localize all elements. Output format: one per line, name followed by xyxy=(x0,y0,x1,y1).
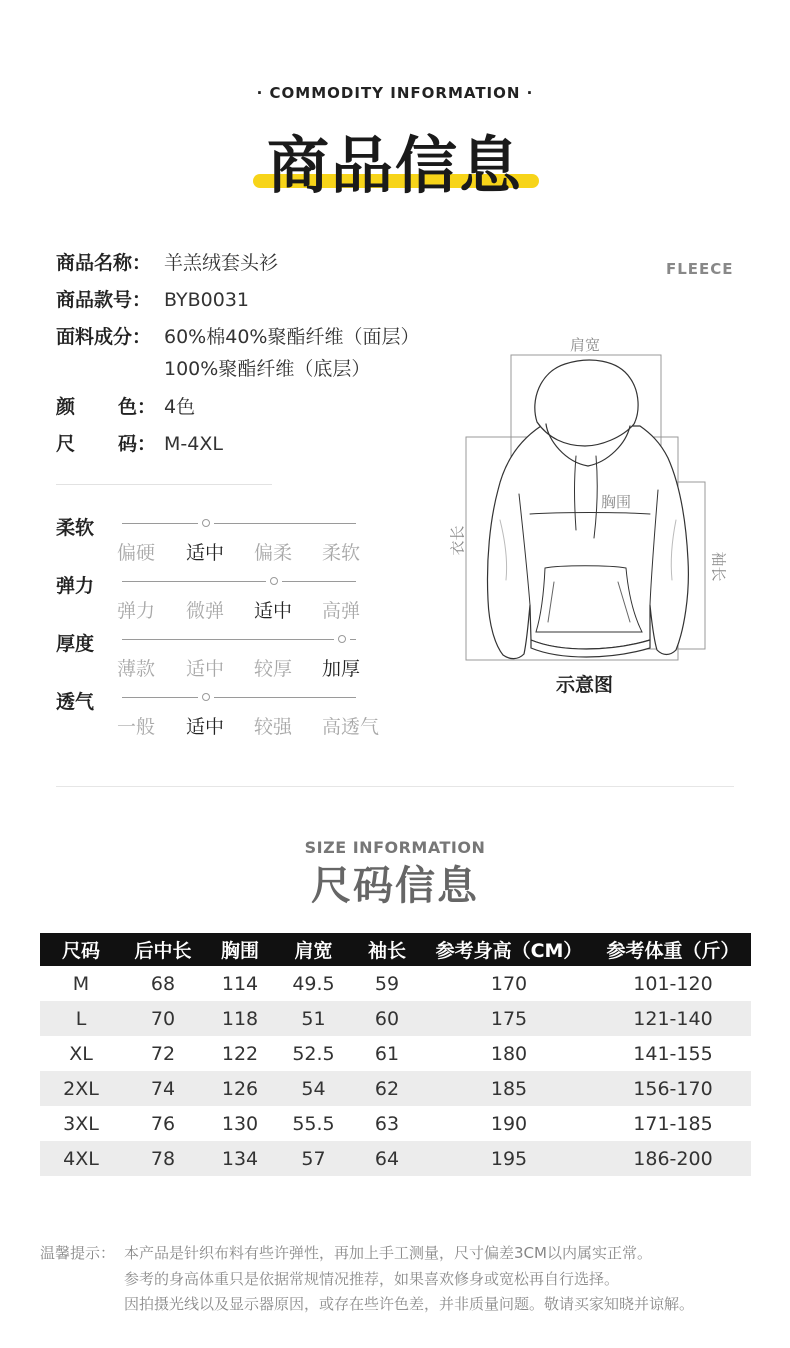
section-title-cn: 商品信息 xyxy=(266,129,523,202)
attribute-option-selected: 加厚 xyxy=(322,658,361,680)
table-cell: 134 xyxy=(204,1141,276,1176)
table-cell: 60 xyxy=(351,1001,423,1036)
size-table xyxy=(40,933,751,1176)
table-cell: L xyxy=(40,1001,122,1036)
attribute-scale-line xyxy=(350,639,356,640)
size-table-header-cell: 后中长 xyxy=(122,933,204,966)
table-cell: 59 xyxy=(374,972,400,995)
attribute-scale-line xyxy=(122,581,266,582)
table-cell: 3XL xyxy=(63,1112,99,1135)
attribute-option: 弹力 xyxy=(117,600,156,622)
attribute-option: 薄款 xyxy=(117,658,156,680)
table-row xyxy=(40,1141,751,1176)
size-table-header xyxy=(40,933,751,966)
table-cell: 57 xyxy=(276,1141,351,1176)
attribute-option: 微弹 xyxy=(186,600,225,622)
info-value-fabric-2: 100%聚酯纤维（底层） xyxy=(164,358,371,380)
size-table-header-cell: 尺码 xyxy=(40,933,122,966)
info-divider xyxy=(56,484,272,485)
attribute-scale-line xyxy=(282,581,356,582)
attribute-option-selected: 适中 xyxy=(254,600,293,622)
fleece-label: FLEECE xyxy=(666,260,734,278)
attribute-title: 柔软 xyxy=(56,517,95,539)
table-cell: 2XL xyxy=(40,1071,122,1106)
attribute-title: 透气 xyxy=(56,691,95,713)
info-row-name xyxy=(56,248,278,275)
table-cell: 118 xyxy=(204,1001,276,1036)
table-row xyxy=(40,1001,751,1036)
table-cell: 55.5 xyxy=(292,1112,335,1135)
info-row-size xyxy=(56,429,223,456)
info-label-color: 颜 色： xyxy=(56,396,157,418)
table-row xyxy=(40,1106,751,1141)
table-cell: 72 xyxy=(150,1042,176,1065)
length-label: 衣长 xyxy=(448,525,467,556)
section-divider xyxy=(56,786,734,787)
attribute-option: 偏柔 xyxy=(254,542,293,564)
size-table-header-cell: 参考体重（斤） xyxy=(595,933,751,966)
table-cell: XL xyxy=(69,1042,93,1065)
table-cell: 54 xyxy=(276,1071,351,1106)
info-row-fabric xyxy=(56,322,419,349)
table-cell: 180 xyxy=(490,1042,528,1065)
attribute-scale-marker xyxy=(202,693,210,701)
table-row xyxy=(40,1071,751,1106)
table-cell: 62 xyxy=(351,1071,423,1106)
size-table-header-cell: 胸围 xyxy=(204,933,276,966)
info-value-code: BYB0031 xyxy=(164,289,249,311)
table-cell: M xyxy=(72,972,90,995)
table-cell: 186-200 xyxy=(595,1141,751,1176)
attribute-scale-marker xyxy=(270,577,278,585)
table-cell: 64 xyxy=(351,1141,423,1176)
attribute-option: 适中 xyxy=(186,658,225,680)
attribute-option: 高弹 xyxy=(322,600,361,622)
attribute-option: 一般 xyxy=(117,716,156,738)
attribute-scale-line xyxy=(122,697,198,698)
table-cell: 51 xyxy=(276,1001,351,1036)
table-cell: 121-140 xyxy=(595,1001,751,1036)
table-row xyxy=(40,966,751,1001)
size-table-header-cell: 参考身高（CM） xyxy=(423,933,595,966)
attribute-scale-line xyxy=(214,697,356,698)
table-cell: 68 xyxy=(150,972,176,995)
info-label-code: 商品款号： xyxy=(56,289,152,311)
table-cell: 70 xyxy=(122,1001,204,1036)
table-cell: 175 xyxy=(423,1001,595,1036)
attribute-title: 弹力 xyxy=(56,575,95,597)
table-cell: 195 xyxy=(423,1141,595,1176)
table-cell: 190 xyxy=(490,1112,528,1135)
table-cell: 156-170 xyxy=(595,1071,751,1106)
attribute-option-selected: 适中 xyxy=(186,542,225,564)
attribute-scale-marker xyxy=(338,635,346,643)
shoulder-label: 肩宽 xyxy=(570,336,601,354)
section-subtitle-en: · COMMODITY INFORMATION · xyxy=(256,84,534,102)
diagram-caption: 示意图 xyxy=(556,674,614,696)
table-cell: 61 xyxy=(374,1042,400,1065)
table-cell: 126 xyxy=(204,1071,276,1106)
notes-line-3: 因拍摄光线以及显示器原因，或存在些许色差，并非质量问题。敬请买家知晓并谅解。 xyxy=(124,1295,695,1313)
notes-line-1: 本产品是针织布料有些许弹性，再加上手工测量，尺寸偏差3CM以内属实正常。 xyxy=(124,1244,652,1262)
table-cell: 130 xyxy=(221,1112,259,1135)
info-value-color: 4色 xyxy=(164,396,196,418)
info-row-fabric-2 xyxy=(164,354,370,381)
table-cell: 63 xyxy=(374,1112,400,1135)
attribute-option: 偏硬 xyxy=(117,542,156,564)
notes-line-2: 参考的身高体重只是依据常规情况推荐，如果喜欢修身或宽松再自行选择。 xyxy=(124,1270,620,1288)
table-cell: 76 xyxy=(150,1112,176,1135)
table-cell: 114 xyxy=(221,972,259,995)
attribute-scale-line xyxy=(214,523,356,524)
attribute-option: 柔软 xyxy=(322,542,361,564)
sleeve-label: 袖长 xyxy=(709,551,728,582)
table-cell: 4XL xyxy=(40,1141,122,1176)
hoodie-outline-icon xyxy=(436,330,736,675)
info-row-code xyxy=(56,285,249,312)
attribute-option-selected: 适中 xyxy=(186,716,225,738)
attribute-option: 较强 xyxy=(254,716,293,738)
table-cell: 122 xyxy=(221,1042,259,1065)
table-cell: 52.5 xyxy=(292,1042,335,1065)
info-row-color xyxy=(56,392,195,419)
table-cell: 101-120 xyxy=(633,972,713,995)
info-value-size: M-4XL xyxy=(164,433,223,455)
table-cell: 170 xyxy=(490,972,528,995)
info-value-fabric-1: 60%棉40%聚酯纤维（面层） xyxy=(164,326,420,348)
table-cell: 49.5 xyxy=(292,972,335,995)
info-label-fabric: 面料成分： xyxy=(56,326,152,348)
size-section-title-cn: 尺码信息 xyxy=(311,863,479,909)
table-cell: 78 xyxy=(122,1141,204,1176)
notes-label: 温馨提示： xyxy=(40,1244,116,1262)
info-label-name: 商品名称： xyxy=(56,252,152,274)
attribute-scale-marker xyxy=(202,519,210,527)
table-cell: 74 xyxy=(122,1071,204,1106)
attribute-option: 较厚 xyxy=(254,658,293,680)
chest-label: 胸围 xyxy=(601,493,632,511)
info-label-size: 尺 码： xyxy=(56,433,157,455)
size-table-header-cell: 肩宽 xyxy=(276,933,351,966)
size-section-subtitle-en: SIZE INFORMATION xyxy=(304,838,486,857)
table-cell: 141-155 xyxy=(633,1042,713,1065)
size-table-header-cell: 袖长 xyxy=(351,933,423,966)
table-row xyxy=(40,1036,751,1071)
attribute-scale-line xyxy=(122,523,198,524)
table-cell: 185 xyxy=(423,1071,595,1106)
attribute-scale-line xyxy=(122,639,334,640)
table-cell: 171-185 xyxy=(633,1112,713,1135)
attribute-option: 高透气 xyxy=(322,716,380,738)
attribute-title: 厚度 xyxy=(56,633,95,655)
info-value-name: 羊羔绒套头衫 xyxy=(164,252,279,274)
